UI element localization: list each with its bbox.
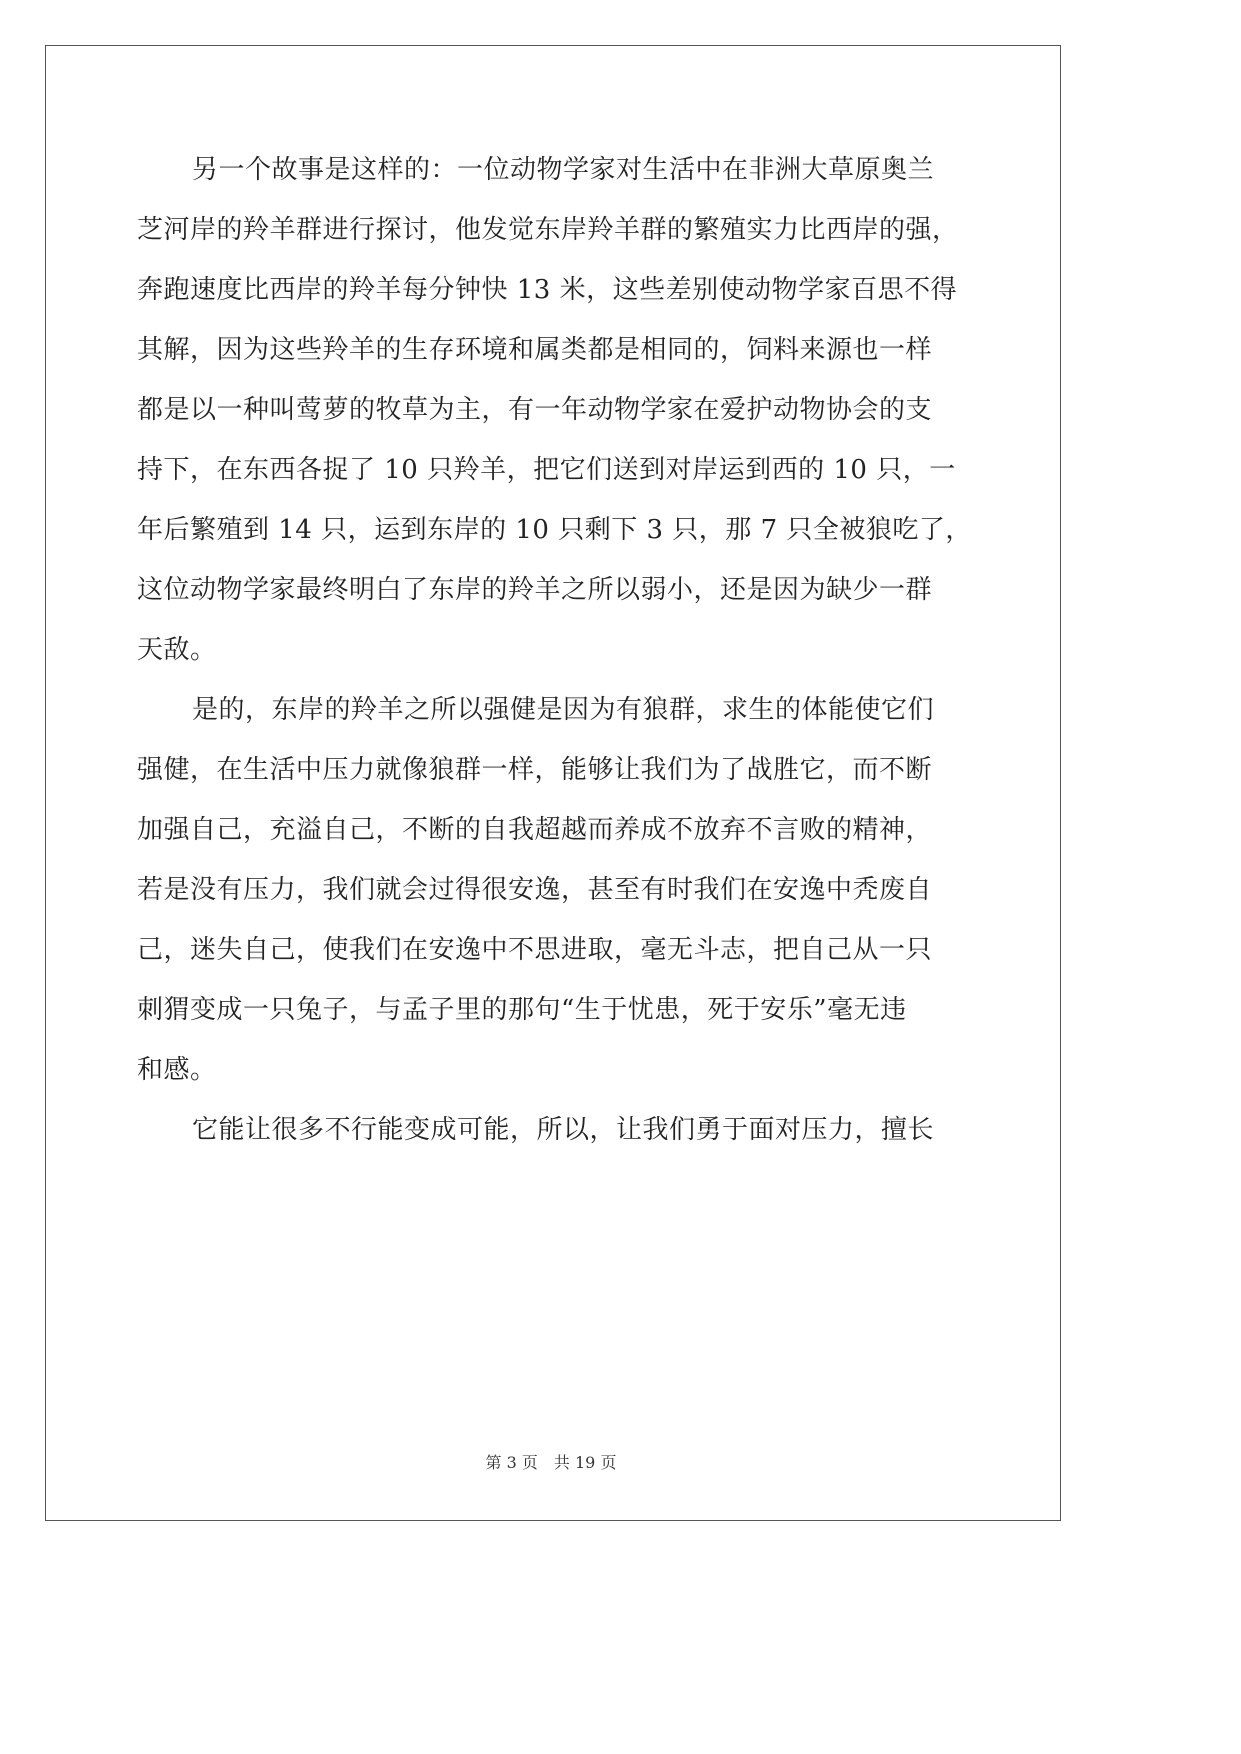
page-number: 第 3 页 bbox=[485, 1453, 538, 1472]
page-footer bbox=[0, 1451, 1102, 1475]
paragraph-1-line-9: 天敌。 bbox=[137, 635, 217, 665]
paragraph-2-line-2: 强健，在生活中压力就像狼群一样，能够让我们为了战胜它，而不断 bbox=[137, 755, 933, 785]
paragraph-2-line-7: 和感。 bbox=[137, 1055, 217, 1085]
paragraph-1-line-2: 芝河岸的羚羊群进行探讨，他发觉东岸羚羊群的繁殖实力比西岸的强， bbox=[137, 215, 959, 245]
paragraph-1-line-5: 都是以一种叫莺萝的牧草为主，有一年动物学家在爱护动物协会的支 bbox=[137, 395, 933, 425]
paragraph-1-line-4: 其解，因为这些羚羊的生存环境和属类都是相同的，饲料来源也一样 bbox=[137, 335, 933, 365]
paragraph-2-line-3: 加强自己，充溢自己，不断的自我超越而养成不放弃不言败的精神， bbox=[137, 815, 933, 845]
paragraph-1-line-6: 持下，在东西各捉了 10 只羚羊，把它们送到对岸运到西的 10 只，一 bbox=[137, 455, 956, 485]
paragraph-2-line-4: 若是没有压力，我们就会过得很安逸，甚至有时我们在安逸中秃废自 bbox=[137, 875, 933, 905]
paragraph-2-line-6: 刺猬变成一只兔子，与孟子里的那句“生于忧患，死于安乐”毫无违 bbox=[137, 995, 907, 1025]
paragraph-2-line-1: 是的，东岸的羚羊之所以强健是因为有狼群，求生的体能使它们 bbox=[192, 695, 935, 725]
page-total: 共 19 页 bbox=[553, 1453, 617, 1472]
paragraph-1-line-8: 这位动物学家最终明白了东岸的羚羊之所以弱小，还是因为缺少一群 bbox=[137, 575, 933, 605]
document-body bbox=[137, 148, 973, 1168]
paragraph-1-line-3: 奔跑速度比西岸的羚羊每分钟快 13 米，这些差别使动物学家百思不得 bbox=[137, 275, 958, 305]
paragraph-1-line-1: 另一个故事是这样的：一位动物学家对生活中在非洲大草原奥兰 bbox=[192, 155, 935, 185]
paragraph-1-line-7: 年后繁殖到 14 只，运到东岸的 10 只剩下 3 只，那 7 只全被狼吃了， bbox=[137, 515, 972, 545]
paragraph-2-line-5: 己，迷失自己，使我们在安逸中不思进取，毫无斗志，把自己从一只 bbox=[137, 935, 933, 965]
paragraph-3-line-1: 它能让很多不行能变成可能，所以，让我们勇于面对压力，擅长 bbox=[192, 1115, 935, 1145]
